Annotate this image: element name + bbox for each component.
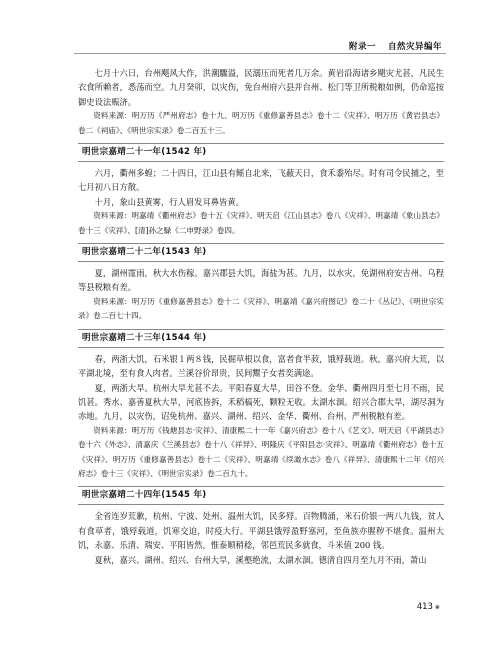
header-title: 自然灾异编年: [387, 42, 442, 52]
header-part: 附录一: [348, 42, 376, 52]
header-rule: [74, 53, 446, 54]
intro-paragraph: 七月十六日，台州飓风大作，洪潮驟溢，民溺压而死者几万余。黄岩沿海诸乡飓灾尤甚，凡民生衣食所赖者，悉荡而空。九月癸卯，以灾伤，免台州府六县并台州、松门等卫所税粮如例，仍命巡按御史设法赈济。: [78, 68, 444, 107]
section-1542-sources: 资料来源：明嘉靖《衢州府志》卷十五《灾祥》、明天启《江山县志》卷八《灾祥》、明嘉靖《象山县志》卷十三《灾祥》、[清]孙之騄《二申野录》卷四。: [78, 211, 444, 235]
page-ornament: ❀: [434, 604, 440, 611]
section-1544-paragraph-1: 春，两浙大饥，石米银１两８钱，民掘草根以食，富者食半菽，饿殍载道。秋，嘉兴府大荒，以平湖北境，至有食人肉者。兰溪谷价昂贵，民间鬻子女者奕满途。: [78, 353, 444, 379]
page-number-value: 413: [416, 602, 433, 612]
section-heading-1542: 明世宗嘉靖二十一年(1542 年): [78, 143, 444, 162]
section-heading-1544: 明世宗嘉靖二十三年(1544 年): [78, 329, 444, 348]
section-1543-paragraph-1: 夏，湖州霪雨，秋大水伤稼。嘉兴郡县大饥，海盐为甚。九月，以水灾，免湖州府安吉州、乌程等县税粮有差。: [78, 268, 444, 293]
section-1542-paragraph-1: 六月，衢州多蝗；二十四日，江山县有鳐自北来，飞蔽天日，食禾黍殆尽。时有司令民捕之，至七月初八日方散。: [78, 168, 444, 193]
running-header: [349, 40, 442, 52]
section-1543-sources: 资料来源：明万历《重修嘉善县志》卷十二《灾祥》、明嘉靖《嘉兴府图记》卷二十《丛记》、《明世宗实录》卷二百七十四。: [78, 296, 444, 321]
section-1544-sources: 资料来源：明万历《钱塘县志·灾祥》、清康熙二十一年《嘉兴府志》卷十八《艺文》、明天启《平湖县志》卷十六《外志》、清嘉庆《兰溪县志》卷十八《祥异》、明隆庆《平阳县志·灾祥》、明嘉靖《衢州府志》卷十五《灾祥》、明万历《重修嘉善县志》卷十二《灾祥》、明嘉靖《续澉水志》卷八《祥异》、清康熙十二年《绍兴府志》卷十三《灾祥》、《明世宗实录》卷二百九十。: [78, 425, 444, 478]
page-number: [417, 602, 440, 612]
section-heading-1543: 明世宗嘉靖二十二年(1543 年): [78, 243, 444, 262]
section-heading-1545: 明世宗嘉靖二十四年(1545 年): [78, 486, 444, 505]
page-body: [78, 66, 444, 567]
section-1545-paragraph-1: 全省连岁荒歉，杭州、宁波、处州、温州大饥，民多殍。百物腾涌，米石价银一两八九钱，贫人有食草者，饿殍载道，饥寒交迫，时疫大行。平湖县饿殍盈野塞河，至鱼族亦腥秽不堪食。温州大饥，永嘉、乐清、瑞安、平阳皆然，惟泰顺稍稔，邻邑荒民多就食，斗米值 200 钱。: [78, 511, 444, 551]
section-1542-paragraph-2: 十月，象山县黄雾，行人眉发耳鼻皆黄。: [94, 196, 244, 207]
section-1545-paragraph-2: 夏秋，嘉兴、湖州、绍兴、台州大旱，溪壑绝流，太湖水涸。德清自四月至九月不雨，萧山: [94, 554, 427, 565]
intro-sources: 资料来源：明万历《严州府志》卷十九、明万历《重修嘉善县志》卷十二《灾祥》、明万历《黄岩县志》卷二《祠庙》、《明世宗实录》卷二百五十三。: [78, 111, 444, 135]
section-1544-paragraph-2: 夏，两浙大旱。杭州大旱尤甚不去。平阳春夏大旱，田谷不登。金华、衢州四月至七月不雨，民饥甚。秀水、嘉善夏秋大旱，河底皆拆，禾稻槁死，颗粒无收。太湖水涸。绍兴合郡大旱，湖尽洞为赤地。九月，以灾伤，诏免杭州、嘉兴、湖州、绍兴、金华、衢州、台州、严州税粮有差。: [78, 382, 444, 422]
